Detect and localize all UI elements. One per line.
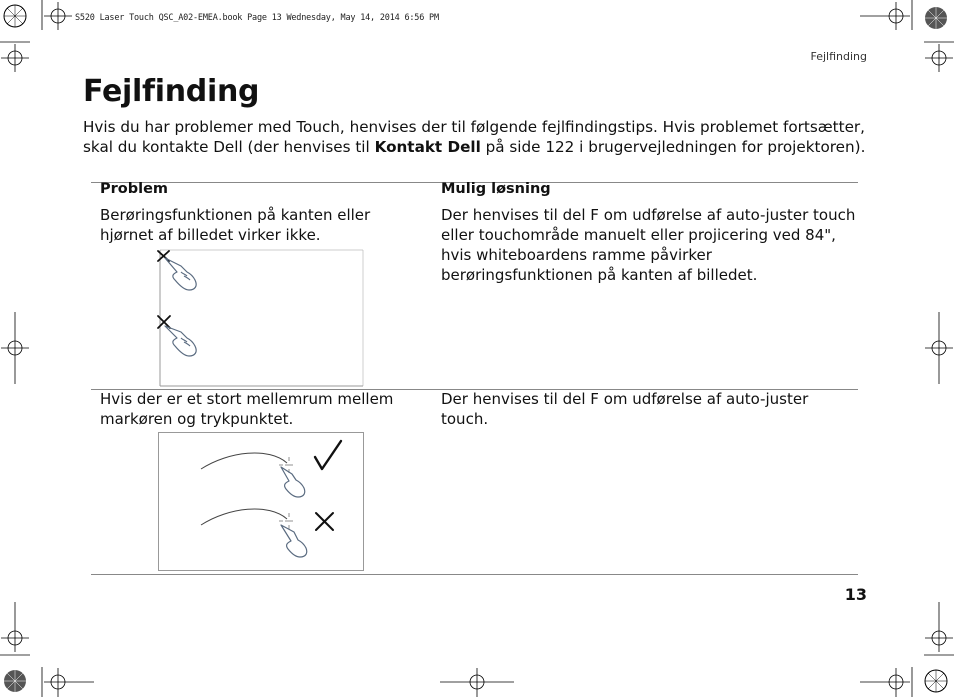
pointing-hand-icon (281, 467, 307, 557)
table-bottom-rule (91, 574, 858, 575)
column-header-solution: Mulig løsning (441, 181, 551, 197)
pointing-hand-icon (165, 258, 196, 290)
page-title: Fejlfinding (83, 74, 260, 109)
running-header: Fejlfinding (810, 50, 867, 63)
contact-dell-reference: Kontakt Dell (374, 138, 481, 156)
row-2-solution: Der henvises til del F om udførelse af auto-juster touch. (441, 390, 809, 428)
check-mark-icon (315, 441, 341, 469)
row-2-problem: Hvis der er et stort mellemrum mellem markøren og trykpunktet. (100, 390, 394, 428)
edge-touch-figure (155, 246, 365, 388)
intro-text: Hvis du har problemer med Touch, henvises der til følgende fejlfindingstips. Hvis problemet fortsætter, skal du kontakte Dell (der henvises til (83, 118, 865, 156)
intro-text-end: på side 122 i brugervejledningen for projektoren). (480, 138, 866, 156)
print-info-line: S520 Laser Touch QSC_A02-EMEA.book Page 13 Wednesday, May 14, 2014 6:56 PM (75, 13, 439, 23)
page-number: 13 (844, 585, 867, 604)
row-1-problem: Berøringsfunktionen på kanten eller hjørnet af billedet virker ikke. (100, 206, 371, 244)
pointing-hand-icon (165, 326, 196, 356)
column-header-problem: Problem (100, 181, 169, 197)
cursor-offset-figure (158, 432, 364, 571)
row-1-solution: Der henvises til del F om udførelse af auto-juster touch eller touchområde manuelt eller projicering ved 84", hvis whiteboardens ramme påvirker berøringsfunktionen på kanten af billedet. (441, 206, 856, 284)
cross-mark-icon (316, 513, 333, 530)
intro-paragraph (83, 117, 873, 157)
